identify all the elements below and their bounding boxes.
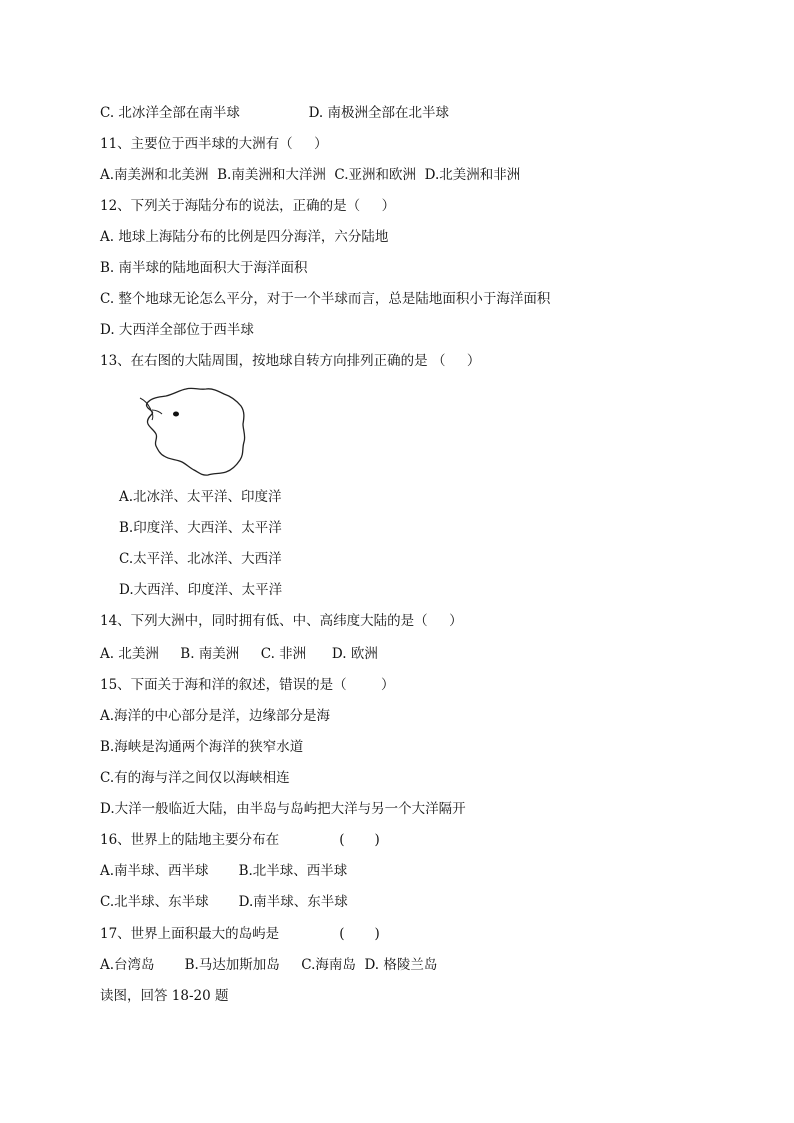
text-line-11: C.太平洋、北冰洋、大西洋: [119, 551, 282, 567]
text-line-22: C.北半球、东半球 D.南半球、东半球: [100, 894, 348, 910]
text-line-7: D. 大西洋全部位于西半球: [100, 322, 254, 338]
text-line-3: 12、下列关于海陆分布的说法，正确的是（ ）: [100, 198, 396, 214]
text-line-13: 14、下列大洲中，同时拥有低、中、高纬度大陆的是（ ）: [100, 613, 463, 629]
antarctica-map: [136, 384, 252, 478]
text-line-10: B.印度洋、大西洋、太平洋: [119, 520, 282, 536]
text-line-21: A.南半球、西半球 B.北半球、西半球: [100, 863, 348, 879]
text-line-23: 17、世界上面积最大的岛屿是 ( ): [100, 926, 380, 942]
text-line-12: D.大西洋、印度洋、太平洋: [119, 582, 283, 598]
text-line-0: C. 北冰洋全部在南半球 D. 南极洲全部在北半球: [100, 105, 450, 121]
text-line-1: 11、主要位于西半球的大洲有（ ）: [100, 136, 328, 152]
text-line-2: A.南美洲和北美洲 B.南美洲和大洋洲 C.亚洲和欧洲 D.北美洲和非洲: [100, 167, 521, 183]
text-line-15: 15、下面关于海和洋的叙述，错误的是（ ）: [100, 677, 395, 693]
text-line-19: D.大洋一般临近大陆，由半岛与岛屿把大洋与另一个大洋隔开: [100, 801, 466, 817]
text-line-20: 16、世界上的陆地主要分布在 ( ): [100, 832, 380, 848]
text-line-6: C. 整个地球无论怎么平分，对于一个半球而言，总是陆地面积小于海洋面积: [100, 291, 551, 307]
text-line-9: A.北冰洋、太平洋、印度洋: [119, 489, 282, 505]
text-line-8: 13、在右图的大陆周围，按地球自转方向排列正确的是 （ ）: [100, 353, 481, 369]
text-line-24: A.台湾岛 B.马达加斯加岛 C.海南岛 D. 格陵兰岛: [100, 957, 438, 973]
text-line-14: A. 北美洲 B. 南美洲 C. 非洲 D. 欧洲: [100, 646, 378, 662]
text-line-4: A. 地球上海陆分布的比例是四分海洋，六分陆地: [100, 229, 389, 245]
text-line-16: A.海洋的中心部分是洋，边缘部分是海: [100, 708, 331, 724]
text-line-18: C.有的海与洋之间仅以海峡相连: [100, 770, 290, 786]
text-line-5: B. 南半球的陆地面积大于海洋面积: [100, 260, 308, 276]
text-line-17: B.海峡是沟通两个海洋的狭窄水道: [100, 739, 304, 755]
text-line-25: 读图，回答 18-20 题: [100, 988, 229, 1004]
